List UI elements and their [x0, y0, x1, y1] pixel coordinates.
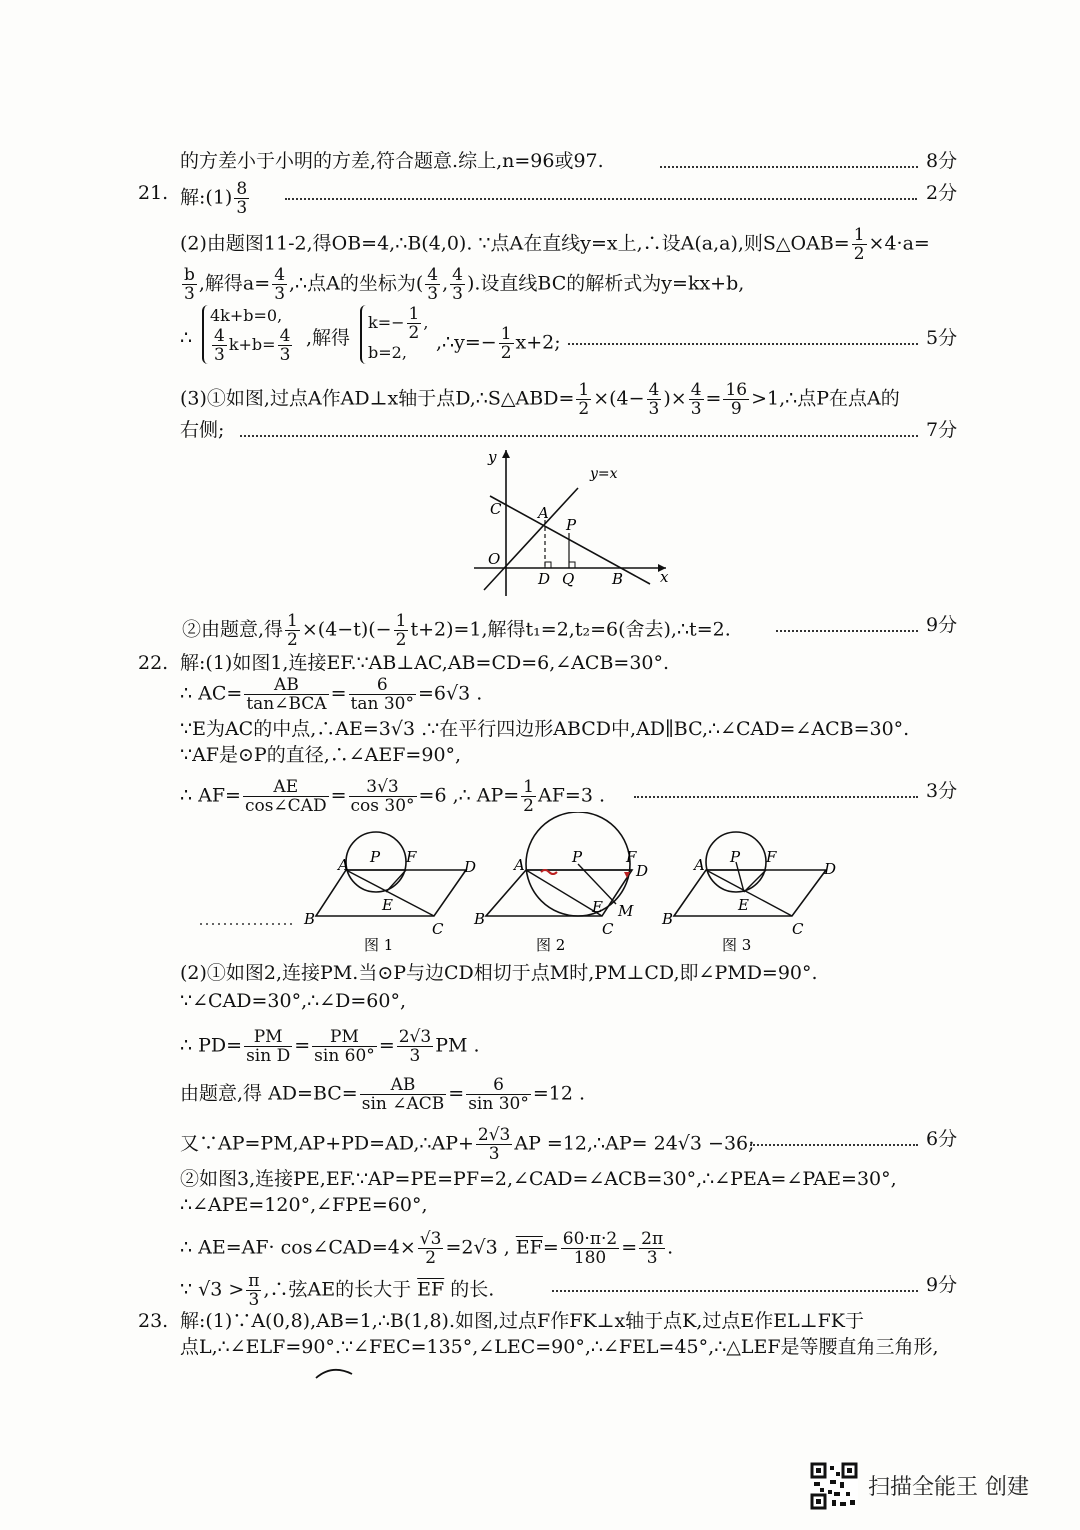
label-line: y=x	[590, 466, 618, 482]
leader-dots	[240, 423, 918, 437]
fig-caption: 图 2	[536, 936, 566, 954]
qr-code-icon	[810, 1462, 858, 1510]
score: 3分	[926, 780, 958, 802]
arc-mark	[312, 1364, 356, 1380]
svg-text:D: D	[464, 858, 477, 876]
equation-system: ∴ 4k+b=0, $\frac{4}{3}$ k+b= $\frac{4}{3}$ ,解得 k=− $\frac{1}{2}$ , b=2, ,∴y=− $\frac{1}{2}$ x+2; 5分	[180, 304, 958, 365]
svg-text:E: E	[738, 896, 749, 914]
label-Q: Q	[562, 570, 575, 588]
label-x: x	[660, 568, 669, 586]
text: 由题意,得 AD=BC= $\frac{AB}{\text{sin ∠ACB}}$ = $\frac{6}{\sin 30^\circ}$ =12 .	[180, 1075, 586, 1114]
leader-dots	[634, 784, 918, 798]
text: $\frac{b}{3}$ ,解得a= $\frac{4}{3}$ ,∴点A的坐标为( $\frac{4}{3}$ , $\frac{4}{3}$ ).设直线BC的解析式为y=kx+b,	[184, 265, 745, 304]
question-number: 21.	[138, 182, 169, 204]
score: 2分	[926, 182, 958, 204]
text: ∴ AC= $\frac{AB}{\text{tan∠BCA}}$ = $\frac{6}{\tan 30^\circ}$ =6√3 .	[180, 675, 483, 714]
svg-text:F: F	[626, 848, 637, 866]
text: ∵∠CAD=30°,∴∠D=60°,	[180, 990, 407, 1012]
leader-dots	[750, 1132, 918, 1146]
text: 解:(1)∵A(0,8),AB=1,∴B(1,8).如图,过点F作FK⊥x轴于点K,过点E作EL⊥FK于	[180, 1310, 865, 1332]
text: ∴∠APE=120°,∠FPE=60°,	[180, 1194, 428, 1216]
leader-dots	[552, 1278, 918, 1292]
label-A: A	[538, 504, 549, 522]
coordinate-graph	[466, 444, 676, 604]
text: (3)①如图,过点A作AD⊥x轴于点D,∴S△ABD= $\frac{1}{2}$ ×(4− $\frac{4}{3}$ )× $\frac{4}{3}$ = $\frac{16}{9}$ >1,∴点P在点A的	[180, 380, 900, 419]
score: 9分	[926, 614, 958, 636]
text: (2)①如图2,连接PM.当⊙P与边CD相切于点M时,PM⊥CD,即∠PMD=90°.	[180, 962, 818, 984]
svg-text:C: C	[602, 920, 614, 938]
svg-text:C: C	[432, 920, 444, 938]
svg-text:F: F	[766, 848, 777, 866]
svg-text:E: E	[592, 898, 603, 916]
svg-text:P: P	[730, 848, 741, 866]
text: ∴ AF= $\frac{AE}{\text{cos∠CAD}}$ = $\frac{3√3}{\cos 30^\circ}$ =6 ,∴ AP= $\frac{1}{2}$ AF=3 .	[180, 777, 605, 816]
text: 又∵AP=PM,AP+PD=AD,∴AP+ $\frac{2√3}{3}$ AP =12,∴AP= 24√3 −36;	[180, 1125, 755, 1164]
label-y: y	[488, 448, 497, 466]
svg-text:B: B	[474, 910, 486, 928]
text: ∴ AE=AF· cos∠CAD=4× $\frac{√3}{2}$ =2√3 , $\overline{EF}=$ $\frac{60\cdot\pi\cdot 2}{180}$ = $\frac{2\pi}{3}$ .	[180, 1229, 674, 1268]
label-O: O	[488, 550, 501, 568]
svg-text:P: P	[370, 848, 381, 866]
fraction: $\frac{8}{3}$	[236, 179, 248, 218]
svg-text:E: E	[382, 896, 393, 914]
text: ∵ √3 > $\frac{\pi}{3}$ ,∴弦AE的长大于 $\overline{EF}$ 的长.	[180, 1271, 495, 1310]
label-D: D	[538, 570, 551, 588]
score: 5分	[926, 327, 958, 349]
svg-text:B: B	[662, 910, 674, 928]
leader-dots	[285, 186, 917, 200]
fig-caption: 图 1	[364, 936, 394, 954]
question-number: 22.	[138, 652, 169, 674]
fig-caption: 图 3	[722, 936, 752, 954]
text: ∵E为AC的中点,∴AE=3√3 .∵在平行四边形ABCD中,AD∥BC,∴∠CAD=∠ACB=30°.	[180, 718, 910, 740]
text: ∵AF是⊙P的直径,∴∠AEF=90°,	[180, 744, 462, 766]
svg-text:A: A	[514, 856, 525, 874]
text: 解:(1)如图1,连接EF.∵AB⊥AC,AB=CD=6,∠ACB=30°.	[180, 652, 670, 674]
text: ∴ PD= $\frac{PM}{\text{sin D}}$ = $\frac{PM}{\sin 60^\circ}$ = $\frac{2√3}{3}$ PM .	[180, 1027, 480, 1066]
svg-text:F: F	[406, 848, 417, 866]
text: 点L,∴∠ELF=90°.∵∠FEC=135°,∠LEC=90°,∴∠FEL=45°,∴△LEF是等腰直角三角形,	[180, 1336, 939, 1358]
figure-3	[661, 832, 836, 954]
system-brace: 4k+b=0, $\frac{4}{3}$ k+b= $\frac{4}{3}$	[202, 305, 300, 364]
score: 6分	[926, 1128, 958, 1150]
text: 解:(1) $\frac{8}{3}$	[180, 179, 248, 218]
scanner-watermark: 扫描全能王 创建	[868, 1475, 1029, 1500]
label-P: P	[566, 516, 577, 534]
svg-text:C: C	[792, 920, 804, 938]
solution-brace: k=− $\frac{1}{2}$ , b=2,	[360, 305, 434, 364]
leader-dots	[660, 154, 918, 168]
leader-dots	[776, 618, 918, 632]
geometry-figures	[196, 812, 876, 958]
label-C: C	[490, 500, 502, 518]
question-number: 23.	[138, 1310, 169, 1332]
svg-text:B: B	[304, 910, 316, 928]
score: 8分	[926, 150, 958, 172]
score: 9分	[926, 1274, 958, 1296]
svg-text:D: D	[636, 862, 649, 880]
label-B: B	[612, 570, 624, 588]
leader-dots	[568, 331, 918, 345]
svg-text:A: A	[338, 856, 349, 874]
figure-1	[303, 832, 476, 954]
svg-text:A: A	[694, 856, 705, 874]
svg-text:P: P	[572, 848, 583, 866]
text: ②如图3,连接PE,EF.∵AP=PE=PF=2,∠CAD=∠ACB=30°,∴∠PEA=∠PAE=30°,	[180, 1168, 897, 1190]
svg-text:M: M	[618, 902, 634, 920]
score: 7分	[926, 419, 958, 441]
text: ②由题意,得 $\frac{1}{2}$ ×(4−t)(− $\frac{1}{2}$ t+2)=1,解得t₁=2,t₂=6(舍去),∴t=2.	[182, 611, 731, 650]
text: 右侧;	[180, 419, 225, 441]
text: (2)由题图11-2,得OB=4,∴B(4,0). ∵点A在直线y=x上,∴设A(a,a),则S△OAB= $\frac{1}{2}$ ×4·a=	[180, 225, 930, 264]
text: 的方差小于小明的方差,符合题意.综上,n=96或97.	[180, 150, 604, 172]
svg-text:D: D	[824, 860, 837, 878]
figure-2	[473, 812, 648, 954]
